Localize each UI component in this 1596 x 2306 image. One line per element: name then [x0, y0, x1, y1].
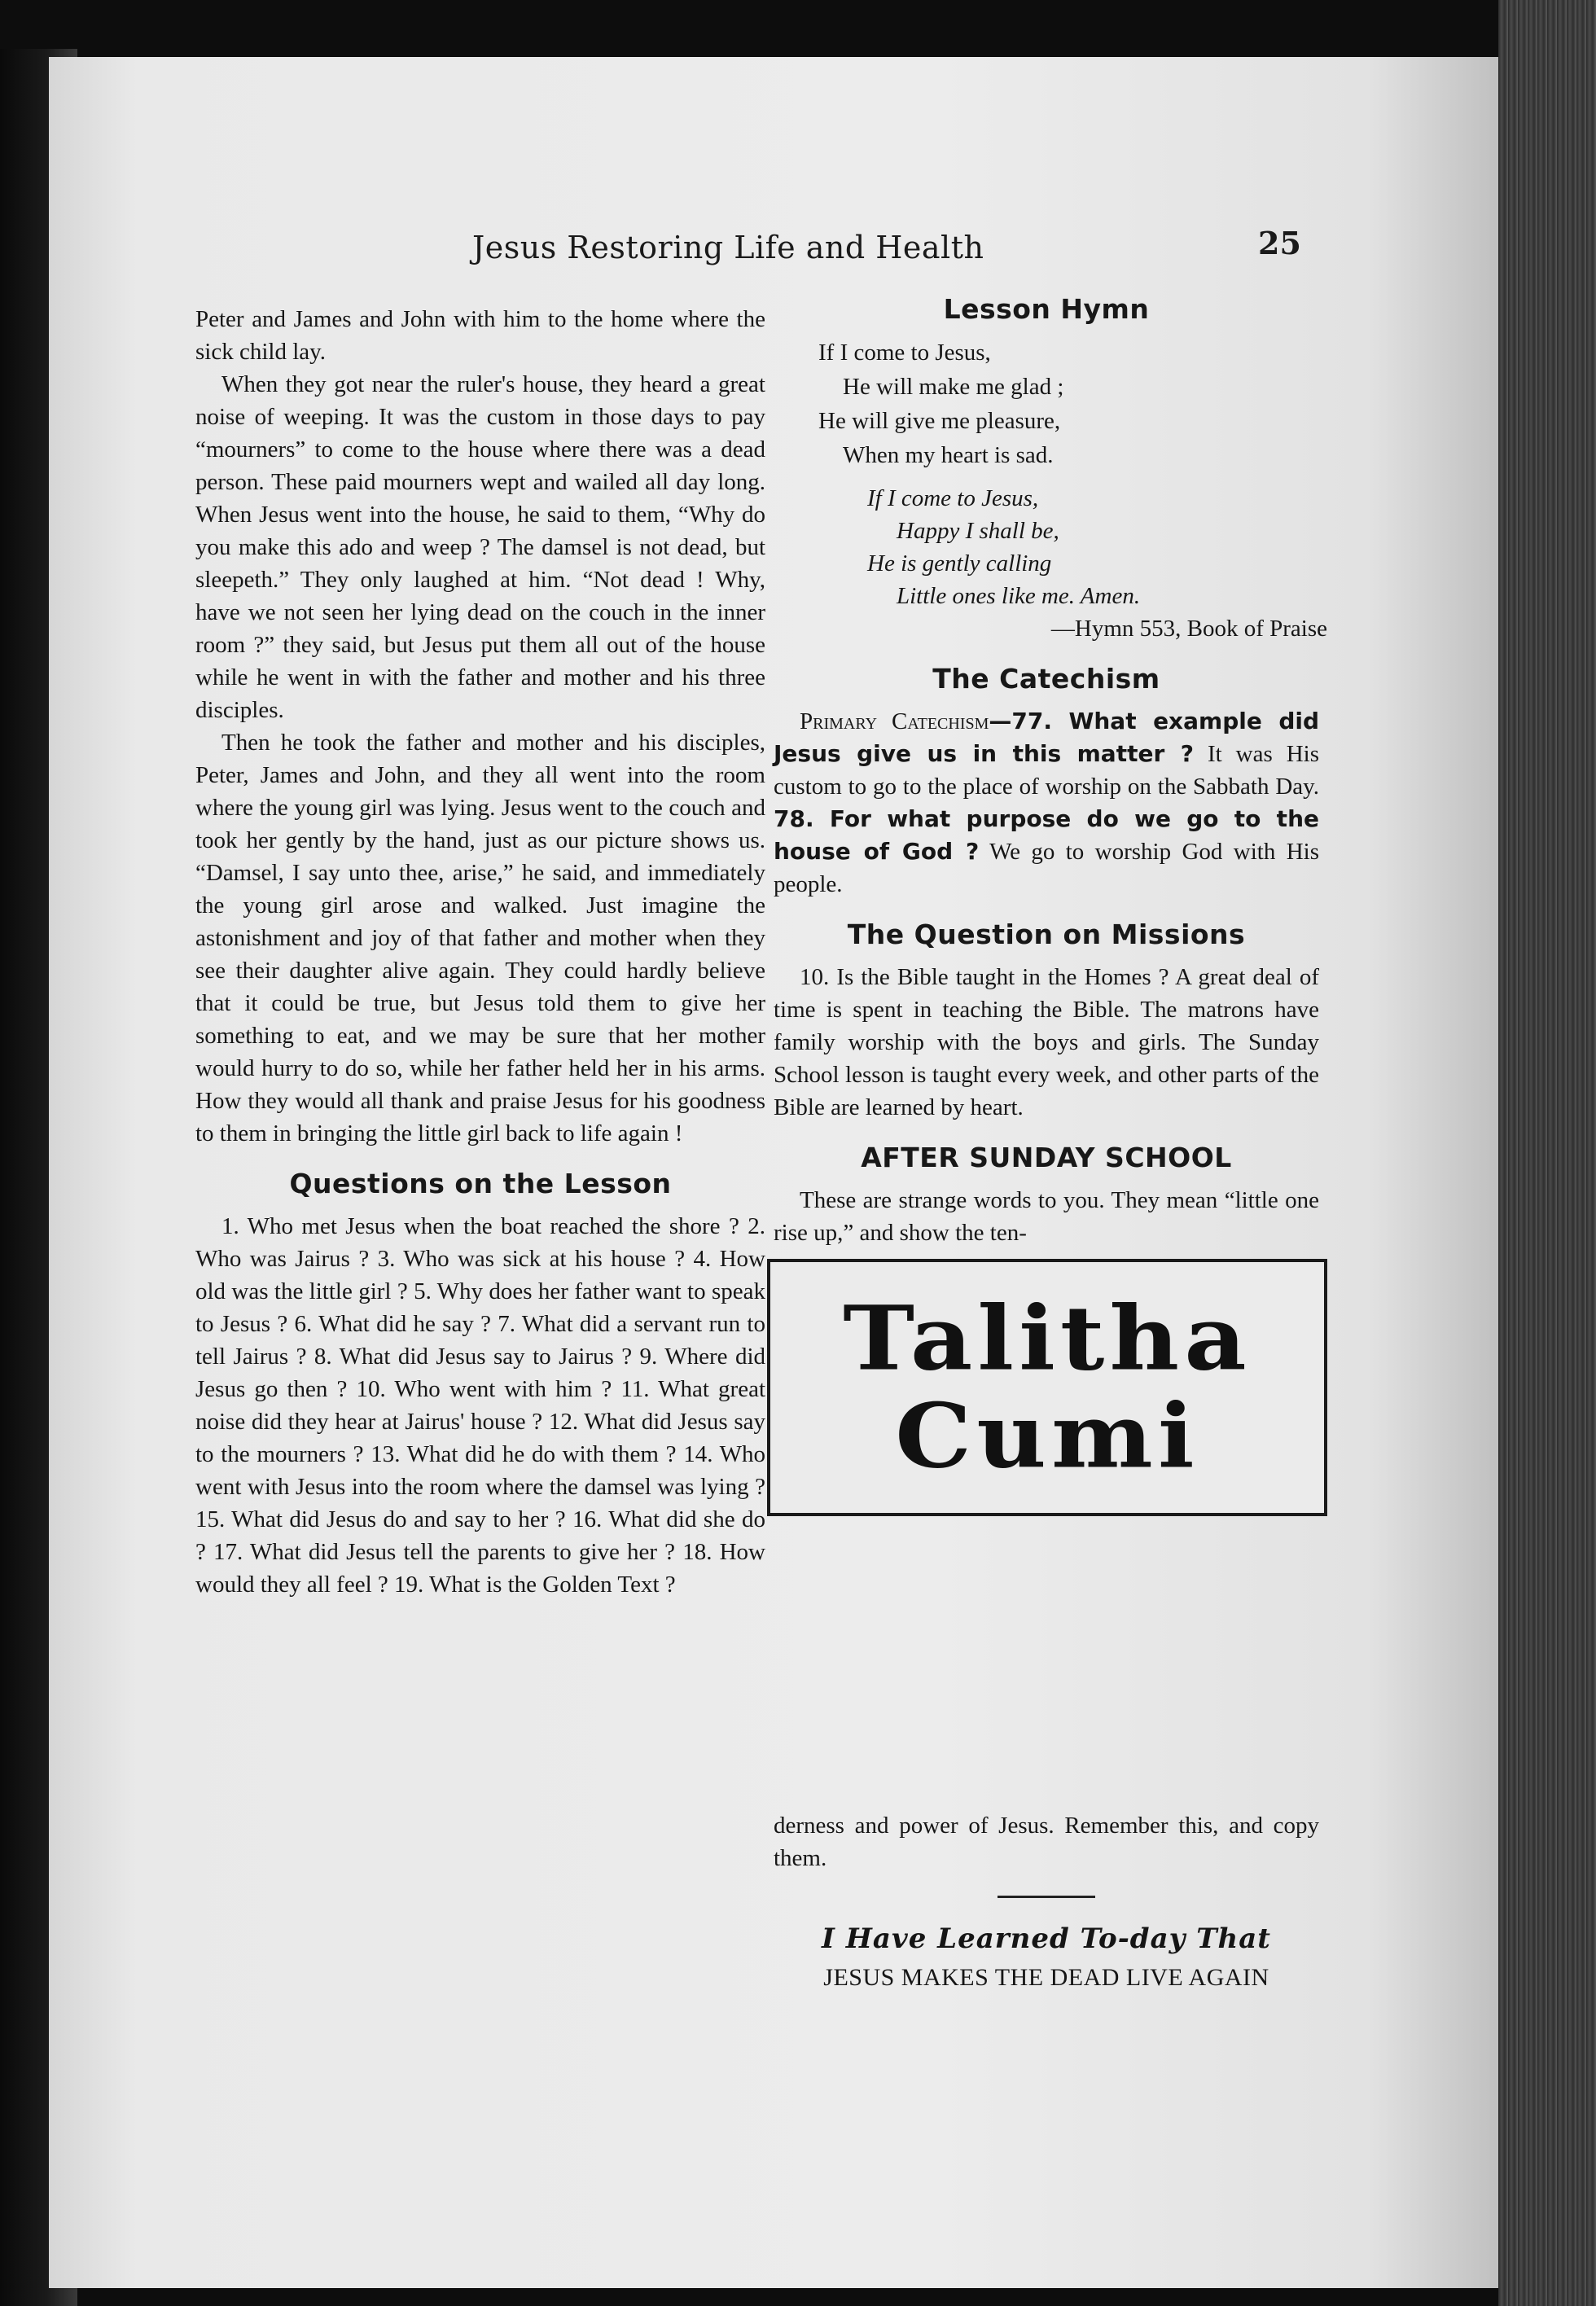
- chorus-line: He is gently calling: [867, 550, 1052, 576]
- lettering-line: Talitha: [843, 1286, 1252, 1391]
- paragraph: When they got near the ruler's house, they heard a great noise of weeping. It was the custom in those days to pay “mourners” to come to the house where there was a dead person. These paid mourners wept and wailed all day long. When Jesus went into the house, he said to them, “Why do you make this ado and weep ? The damsel is not dead, but sleepeth.” They only laughed at him. “Not dead ! Why, have we not seen her lying dead on the couch in the inner room ?” they said, but Jesus put them all out of the house while he went in with the father and mother and his three disciples.: [195, 371, 765, 723]
- after-school-text: These are strange words to you. They mean “little one rise up,” and show the ten-: [774, 1187, 1319, 1246]
- running-head: Jesus Restoring Life and Health: [472, 230, 984, 265]
- catechism-answer-77: It was His custom to go to the place of worship on the Sabbath Day.: [774, 741, 1320, 800]
- questions-heading: Questions on the Lesson: [289, 1168, 672, 1199]
- hymn-line: If I come to Jesus,: [818, 340, 991, 366]
- chorus-line: Happy I shall be,: [897, 518, 1059, 544]
- hymn-verse: [818, 335, 1319, 472]
- hymn-line: When my heart is sad.: [843, 442, 1054, 468]
- hymn-heading: Lesson Hymn: [943, 293, 1150, 325]
- catechism-answer-78: We go to worship God with His people.: [774, 839, 1319, 897]
- questions-text: 1. Who met Jesus when the boat reached the shore ? 2. Who was Jairus ? 3. Who was sick at his house ? 4. How old was the little girl ? 5. Why does her father want to speak to Jesus ? 6. What did he say ? 7. What did a servant run to tell Jairus ? 8. What did Jesus say to Jairus ? 9. Where did Jesus go then ? 10. Who went with him ? 11. What great noise did they hear at Jairus' house ? 12. What did Jesus say to the mourners ? 13. What did he do with them ? 14. Who went with Jesus into the room where the damsel was lying ? 15. What did Jesus do and say to her ? 16. What did she do ? 17. What did Jesus tell the parents to give her ? 18. How would they all feel ? 19. What is the Golden Text ?: [195, 1213, 765, 1598]
- catechism-text: [774, 705, 1319, 901]
- right-column: [774, 293, 1327, 1994]
- learned-text: JESUS MAKES THE DEAD LIVE AGAIN: [823, 1964, 1269, 1991]
- missions-heading: The Question on Missions: [847, 918, 1246, 950]
- chorus-line: Little ones like me. Amen.: [897, 583, 1141, 609]
- page-number: 25: [1258, 225, 1301, 261]
- after-school-heading: AFTER SUNDAY SCHOOL: [861, 1142, 1232, 1173]
- learned-heading: I Have Learned To-day That: [822, 1922, 1271, 1955]
- hymn-source: —Hymn 553, Book of Praise: [1050, 616, 1327, 642]
- divider: [998, 1896, 1095, 1898]
- paragraph: Then he took the father and mother and his disciples, Peter, James and John, and they all went into the room where the young girl was lying. Jesus went to the couch and took her gently by the hand, just as our picture shows us. “Damsel, I say unto thee, arise,” he said, and immediately the young girl arose and walked. Just imagine the astonishment and joy of that father and mother when they see their daughter alive again. They could hardly believe that it could be true, but Jesus told them to give her something to eat, and we may be sure that her mother would hurry to do so, while her father held her in his arms. How they would all thank and praise Jesus for his goodness to them in bringing the little girl back to life again !: [195, 730, 765, 1146]
- paragraph: Peter and James and John with him to the home where the sick child lay.: [195, 306, 765, 365]
- page-edges: [1498, 0, 1596, 2306]
- catechism-label: Primary Catechism: [800, 708, 989, 734]
- missions-text: 10. Is the Bible taught in the Homes ? A great deal of time is spent in teaching the Bible. The matrons have family worship with the boys and girls. The Sunday School lesson is taught every week, and other parts of the Bible are learned by heart.: [774, 964, 1319, 1120]
- left-column: [195, 303, 765, 1601]
- hymn-chorus: [867, 482, 1319, 612]
- lettering-line: Cumi: [895, 1383, 1199, 1488]
- catechism-question-78: 78. For what purpose do we go to the house of God ?: [774, 805, 1319, 865]
- talitha-cumi-lettering: [767, 1259, 1327, 1516]
- hymn-line: He will give me pleasure,: [818, 408, 1061, 434]
- after-school-text-continued: derness and power of Jesus. Remember this, and copy them.: [774, 1813, 1319, 1871]
- catechism-heading: The Catechism: [932, 663, 1160, 695]
- blank-space: [774, 1516, 1319, 1809]
- chorus-line: If I come to Jesus,: [867, 485, 1039, 511]
- catechism-question-77: —77. What example did Jesus give us in this matter ?: [774, 708, 1319, 767]
- hymn-line: He will make me glad ;: [843, 374, 1064, 400]
